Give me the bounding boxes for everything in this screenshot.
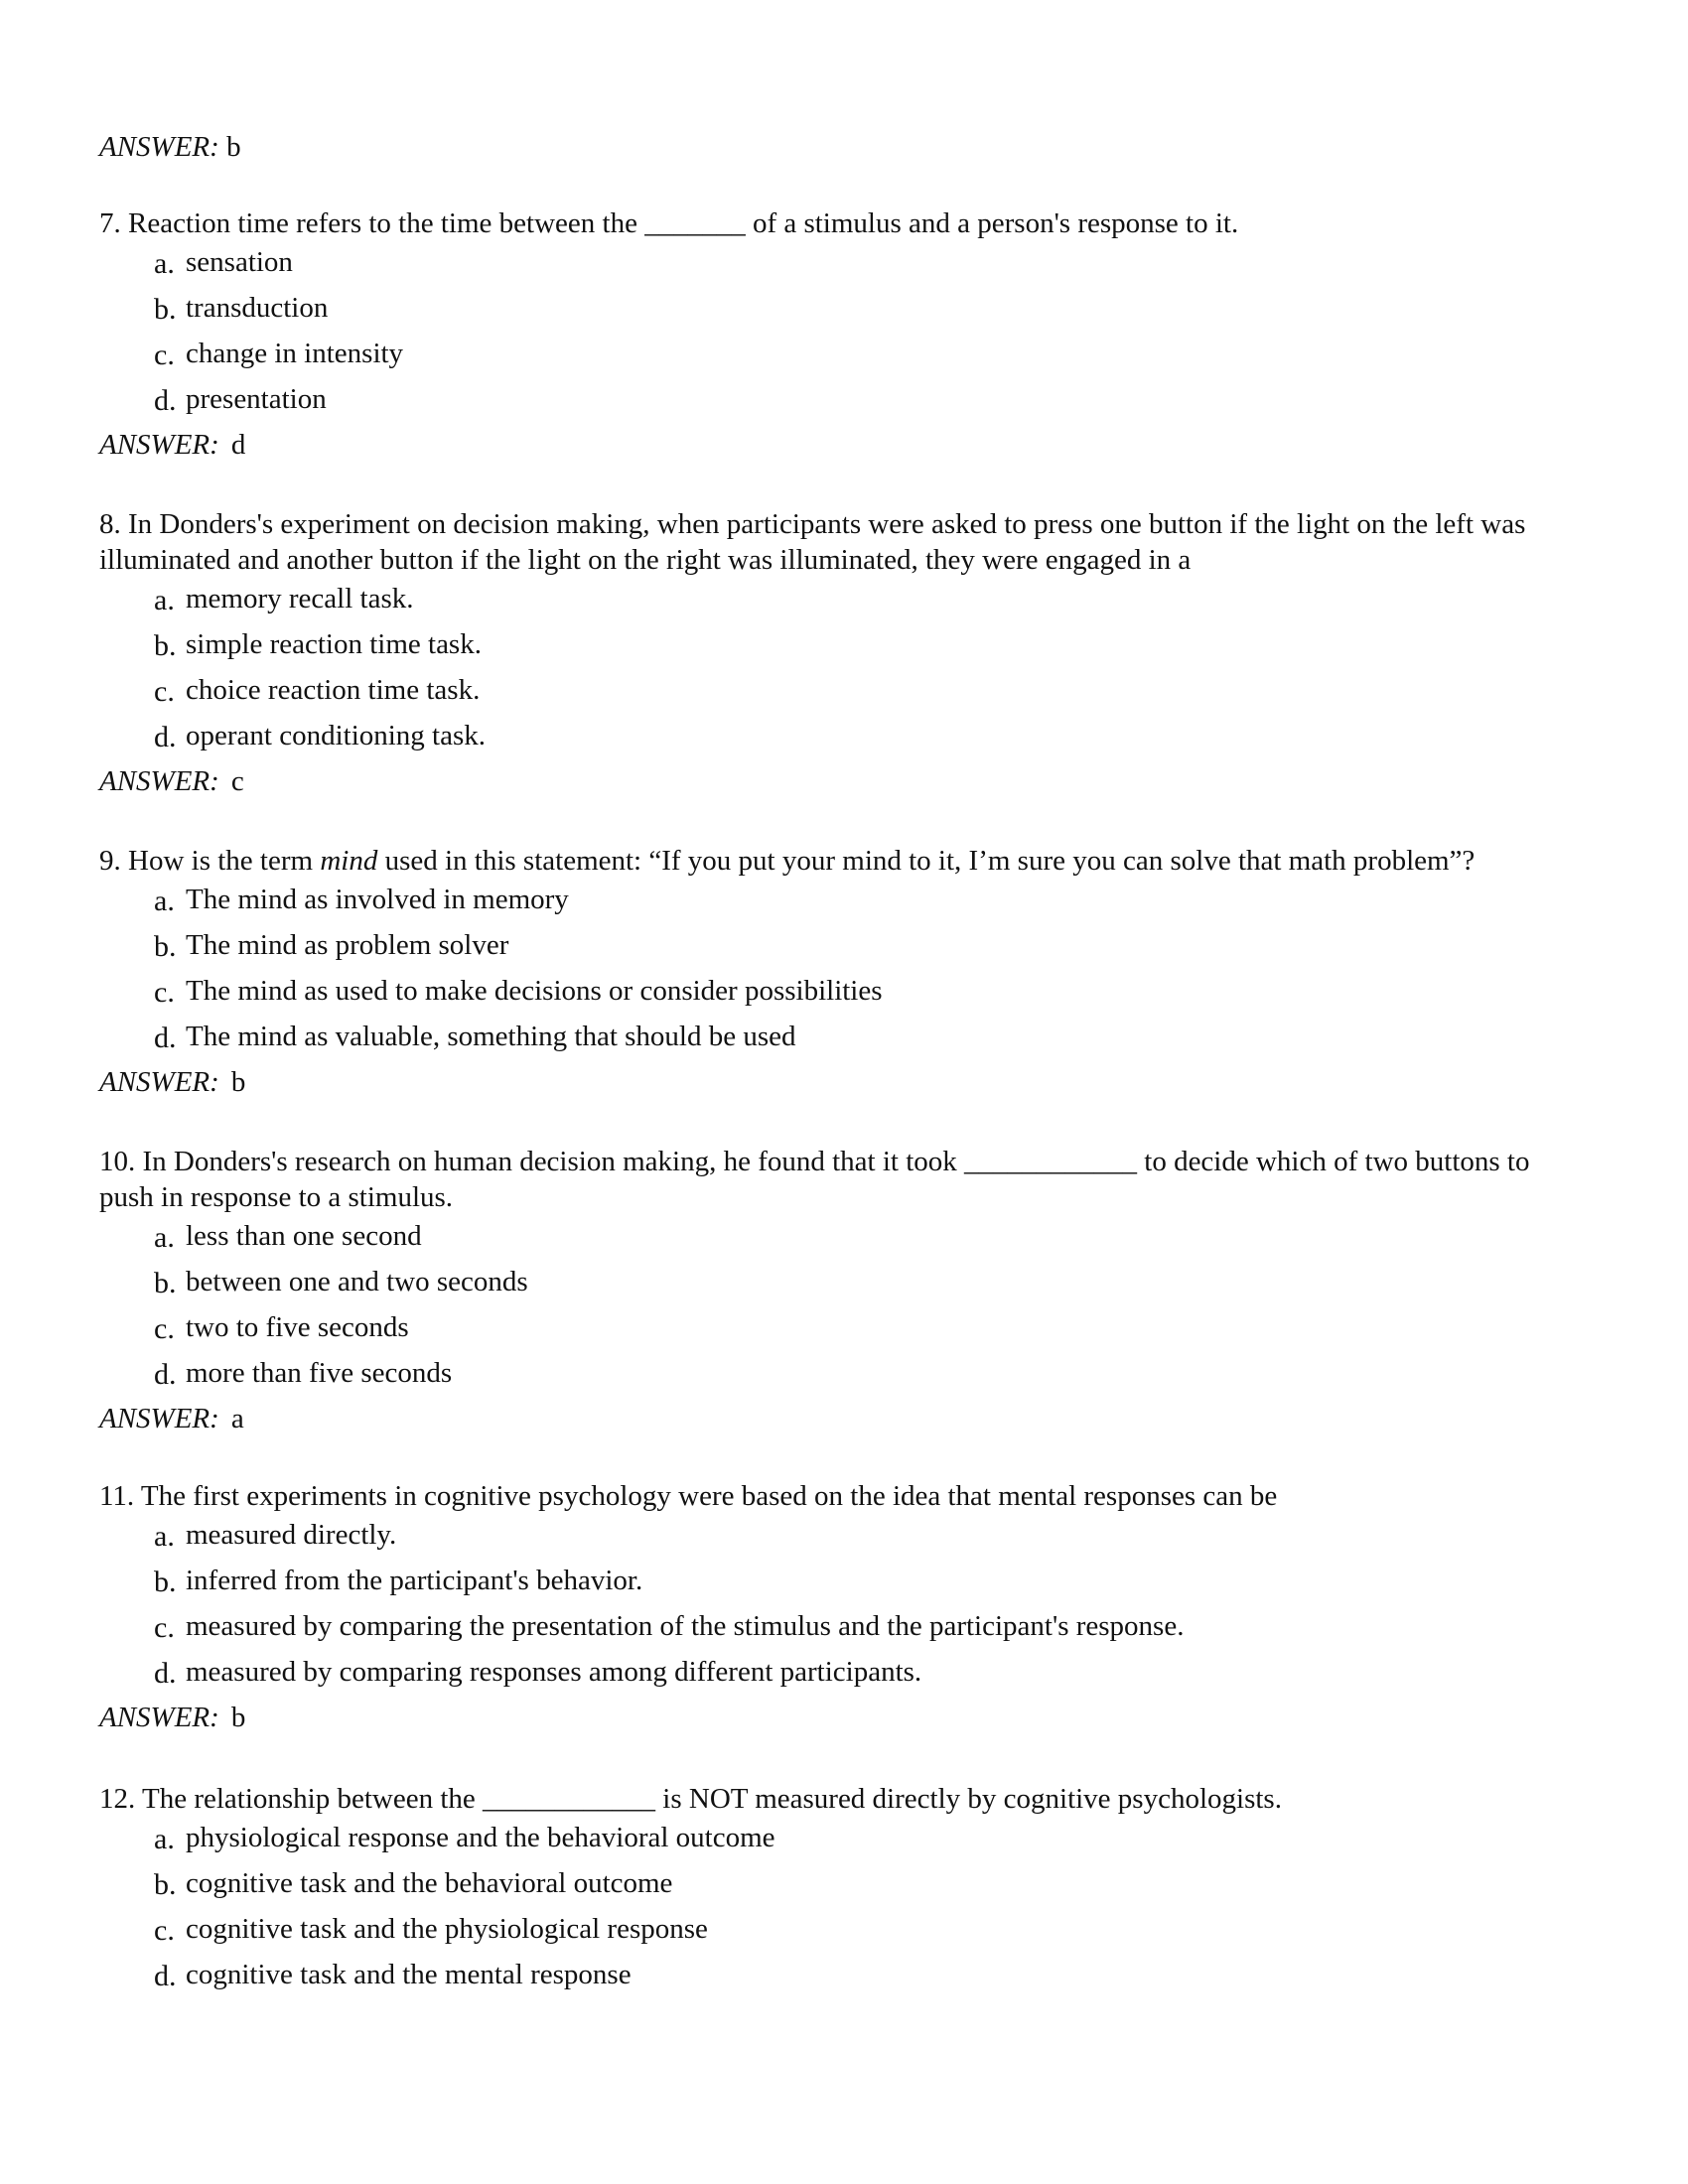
- option-letter: d.: [154, 1358, 177, 1391]
- answer-value: c: [230, 765, 244, 797]
- option-letter: b.: [154, 629, 177, 662]
- option-letter: c.: [154, 675, 175, 708]
- question-number: 10.: [99, 1146, 136, 1177]
- question-stem: The first experiments in cognitive psychology were based on the idea that mental responses can be: [140, 1480, 1278, 1512]
- option-letter: a.: [154, 1520, 175, 1553]
- option-a: [99, 576, 1589, 621]
- answer-line: [99, 124, 241, 170]
- question-text: [99, 205, 1589, 241]
- option-letter: c.: [154, 339, 175, 371]
- answer-label: ANSWER:: [99, 1066, 219, 1098]
- option-letter: d.: [154, 1657, 177, 1690]
- option-text: cognitive task and the behavioral outcome: [186, 1867, 673, 1899]
- option-text: The mind as used to make decisions or consider possibilities: [186, 975, 883, 1007]
- question-stem-end: used in this statement: “If you put your mind to it, I’m sure you can solve that math problem”?: [377, 845, 1476, 877]
- option-c: [99, 1304, 1589, 1350]
- answer-line: [99, 1396, 1589, 1441]
- option-letter: b.: [154, 1868, 177, 1901]
- question-stem: Reaction time refers to the time between the _______ of a stimulus and a person's response to it.: [128, 207, 1239, 239]
- answer-label: ANSWER:: [99, 131, 219, 163]
- option-b: [99, 285, 1589, 331]
- option-text: memory recall task.: [186, 583, 414, 614]
- question-number: 9.: [99, 845, 121, 877]
- option-b: [99, 1860, 1589, 1906]
- option-b: [99, 1259, 1589, 1304]
- question-number: 11.: [99, 1480, 135, 1512]
- option-text: choice reaction time task.: [186, 674, 481, 706]
- option-letter: c.: [154, 976, 175, 1009]
- option-letter: b.: [154, 293, 177, 326]
- option-letter: d.: [154, 1022, 177, 1054]
- answer-label: ANSWER:: [99, 765, 219, 797]
- option-text: The mind as involved in memory: [186, 884, 569, 915]
- option-text: The mind as valuable, something that should be used: [186, 1021, 796, 1052]
- option-d: [99, 376, 1589, 422]
- option-text: inferred from the participant's behavior.: [186, 1565, 643, 1596]
- option-letter: a.: [154, 584, 175, 616]
- option-text: more than five seconds: [186, 1357, 453, 1389]
- answer-line: [99, 758, 1589, 804]
- option-d: [99, 1014, 1589, 1059]
- option-c: [99, 667, 1589, 713]
- question-stem: The relationship between the ____________ is NOT measured directly by cognitive psychologists.: [141, 1783, 1282, 1815]
- option-d: [99, 713, 1589, 758]
- question-stem-start: How is the term: [128, 845, 321, 877]
- question-text: [99, 1781, 1589, 1817]
- option-letter: a.: [154, 1823, 175, 1855]
- option-text: cognitive task and the physiological response: [186, 1913, 708, 1945]
- option-letter: c.: [154, 1312, 175, 1345]
- option-d: [99, 1952, 1589, 1997]
- option-letter: a.: [154, 247, 175, 280]
- option-text: presentation: [186, 383, 327, 415]
- question-9: [99, 843, 1589, 1105]
- option-letter: d.: [154, 384, 177, 417]
- option-b: [99, 922, 1589, 968]
- answer-label: ANSWER:: [99, 1403, 219, 1434]
- question-stem-italic: mind: [320, 845, 378, 877]
- option-text: between one and two seconds: [186, 1266, 528, 1297]
- option-d: [99, 1649, 1589, 1695]
- option-a: [99, 1512, 1589, 1558]
- question-stem: In Donders's research on human decision making, he found that it took ____________ to decide which of two buttons to push in response to a stimulus.: [99, 1146, 1530, 1213]
- option-a: [99, 1815, 1589, 1860]
- option-letter: a.: [154, 1221, 175, 1254]
- option-b: [99, 621, 1589, 667]
- question-10: [99, 1144, 1589, 1441]
- answer-line: [99, 422, 1589, 468]
- option-letter: a.: [154, 885, 175, 917]
- option-a: [99, 1213, 1589, 1259]
- question-text: [99, 506, 1589, 578]
- option-c: [99, 968, 1589, 1014]
- option-text: measured by comparing responses among different participants.: [186, 1656, 922, 1688]
- option-text: change in intensity: [186, 338, 404, 369]
- answer-line: [99, 1059, 1589, 1105]
- option-letter: d.: [154, 1960, 177, 1992]
- option-letter: b.: [154, 930, 177, 963]
- option-text: sensation: [186, 246, 293, 278]
- question-11: [99, 1478, 1589, 1740]
- question-number: 7.: [99, 207, 121, 239]
- option-c: [99, 1603, 1589, 1649]
- answer-value: b: [226, 131, 241, 163]
- question-12: [99, 1781, 1589, 1997]
- answer-value: b: [230, 1702, 246, 1733]
- question-text: [99, 1144, 1589, 1215]
- answer-value: a: [230, 1403, 244, 1434]
- option-text: transduction: [186, 292, 329, 324]
- question-7: [99, 205, 1589, 468]
- option-text: The mind as problem solver: [186, 929, 509, 961]
- option-c: [99, 1906, 1589, 1952]
- option-text: measured by comparing the presentation of the stimulus and the participant's response.: [186, 1610, 1185, 1642]
- option-text: measured directly.: [186, 1519, 397, 1551]
- question-text: [99, 843, 1589, 879]
- option-b: [99, 1558, 1589, 1603]
- option-text: less than one second: [186, 1220, 422, 1252]
- answer-value: d: [230, 429, 246, 461]
- option-letter: b.: [154, 1267, 177, 1299]
- option-text: simple reaction time task.: [186, 628, 482, 660]
- option-d: [99, 1350, 1589, 1396]
- question-stem: In Donders's experiment on decision making, when participants were asked to press one button if the light on the left was illuminated and another button if the light on the right was illuminated, they were engaged in a: [99, 508, 1526, 576]
- answer-label: ANSWER:: [99, 1702, 219, 1733]
- option-c: [99, 331, 1589, 376]
- option-letter: b.: [154, 1566, 177, 1598]
- option-text: two to five seconds: [186, 1311, 409, 1343]
- answer-label: ANSWER:: [99, 429, 219, 461]
- answer-value: b: [230, 1066, 246, 1098]
- answer-line: [99, 1695, 1589, 1740]
- question-number: 12.: [99, 1783, 136, 1815]
- question-8: [99, 506, 1589, 804]
- option-text: operant conditioning task.: [186, 720, 487, 751]
- option-a: [99, 239, 1589, 285]
- question-number: 8.: [99, 508, 121, 540]
- question-text: [99, 1478, 1589, 1514]
- option-a: [99, 877, 1589, 922]
- option-letter: c.: [154, 1611, 175, 1644]
- option-text: physiological response and the behavioral outcome: [186, 1822, 775, 1853]
- option-letter: c.: [154, 1914, 175, 1947]
- option-text: cognitive task and the mental response: [186, 1959, 632, 1990]
- option-letter: d.: [154, 721, 177, 753]
